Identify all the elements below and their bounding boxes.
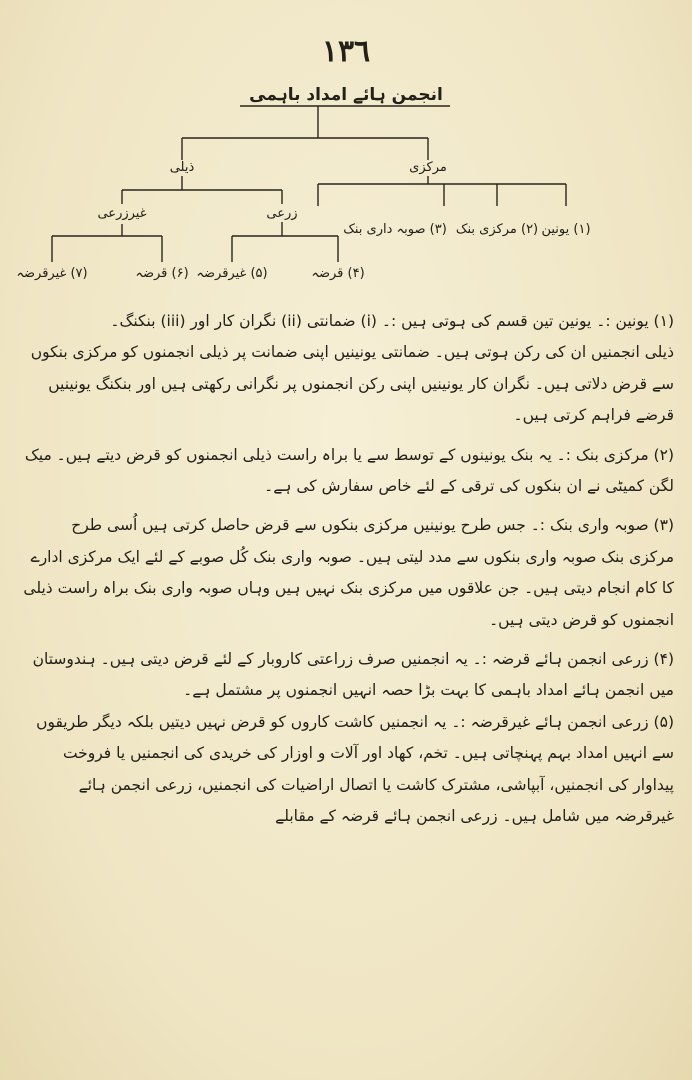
tree-leaf-ghair-qarza-7: (۷) غیرقرضہ bbox=[16, 266, 88, 281]
body-text bbox=[22, 306, 674, 833]
tree-connector-lines bbox=[0, 0, 692, 300]
tree-leaf-central-bank: (۲) مرکزی بنک bbox=[455, 222, 539, 237]
paragraph-union: (۱) یونین :۔ یونین تین قسم کی ہوتی ہیں :۔ (i) ضمانتی (ii) نگران کار اور (iii) بنکنگ۔ bbox=[110, 312, 674, 330]
tree-node-zaili: ذیلی bbox=[169, 160, 195, 175]
tree-leaf-union: (۱) یونین bbox=[541, 222, 591, 237]
tree-title: انجمن ہائے امداد باہمی bbox=[249, 85, 443, 105]
tree-leaf-provincial-bank: (۳) صوبہ داری بنک bbox=[343, 222, 447, 237]
tree-node-markazi: مرکزی bbox=[409, 160, 447, 175]
paragraph-agri-non-credit: (۵) زرعی انجمن ہائے غیرقرضہ :۔ یہ انجمنیں کاشت کاروں کو قرض نہیں دیتیں بلکہ دیگر طریقوں سے انہیں امداد بہم پہنچاتی ہیں۔ تخم، کھاد اور آلات و اوزار کی خریدی کی انجمنیں یا فروخت پیداوار کی انجمنیں، آبپاشی، مشترک کاشت یا اتصال اراضیات کی انجمنیں، زرعی انجمن ہائے غیرقرضہ میں شامل ہیں۔ زرعی انجمن ہائے قرضہ کے مقابلے bbox=[36, 712, 674, 826]
paragraph-central-bank: (۲) مرکزی بنک :۔ یہ بنک یونینوں کے توسط سے یا براہ راست ذیلی انجمنوں کو قرض دیتے ہیں۔ میک لگن کمیٹی نے ان بنکوں کی ترقی کے لئے خاص سفارش کی ہے۔ bbox=[24, 445, 674, 496]
tree-leaf-qarza-6: (۶) قرضہ bbox=[135, 266, 189, 281]
tree-leaf-qarza: (۴) قرضہ bbox=[311, 266, 365, 281]
paragraph-provincial-bank: (۳) صوبہ واری بنک :۔ جس طرح یونینیں مرکزی بنکوں سے قرض حاصل کرتی ہیں اُسی طرح مرکزی بنک صوبہ واری بنکوں سے مدد لیتی ہیں۔ صوبہ واری بنک کُل صوبے کے لئے ایک مرکزی ادارے کا کام انجام دیتی ہیں۔ جن علاقوں میں مرکزی بنک نہیں ہیں وہاں صوبہ واری بنک براہ راست ذیلی انجمنوں کو قرض دیتی ہیں۔ bbox=[23, 516, 674, 629]
paragraph-union-details: ذیلی انجمنیں ان کی رکن ہوتی ہیں۔ ضمانتی یونینیں اپنی ضمانت پر ذیلی انجمنوں کو مرکزی بنکوں سے قرض دلاتی ہیں۔ نگران کار یونینیں اپنی رکن انجمنوں پر نگرانی رکھتی ہیں اور بنکنگ یونینیں قرضے فراہم کرتی ہیں۔ bbox=[30, 343, 674, 425]
tree-node-zarai: زرعی bbox=[266, 206, 298, 221]
paragraph-agri-credit: (۴) زرعی انجمن ہائے قرضہ :۔ یہ انجمنیں صرف زراعتی کاروبار کے لئے قرض دیتی ہیں۔ ہندوستان میں انجمن ہائے امداد باہمی کا بہت بڑا حصہ انہیں انجمنوں پر مشتمل ہے۔ bbox=[32, 650, 674, 700]
tree-node-ghair-zarai: غیرزرعی bbox=[97, 206, 147, 221]
page-number: ١٣٦ bbox=[321, 34, 371, 69]
tree-leaf-ghair-qarza-5: (۵) غیرقرضہ bbox=[196, 266, 268, 281]
